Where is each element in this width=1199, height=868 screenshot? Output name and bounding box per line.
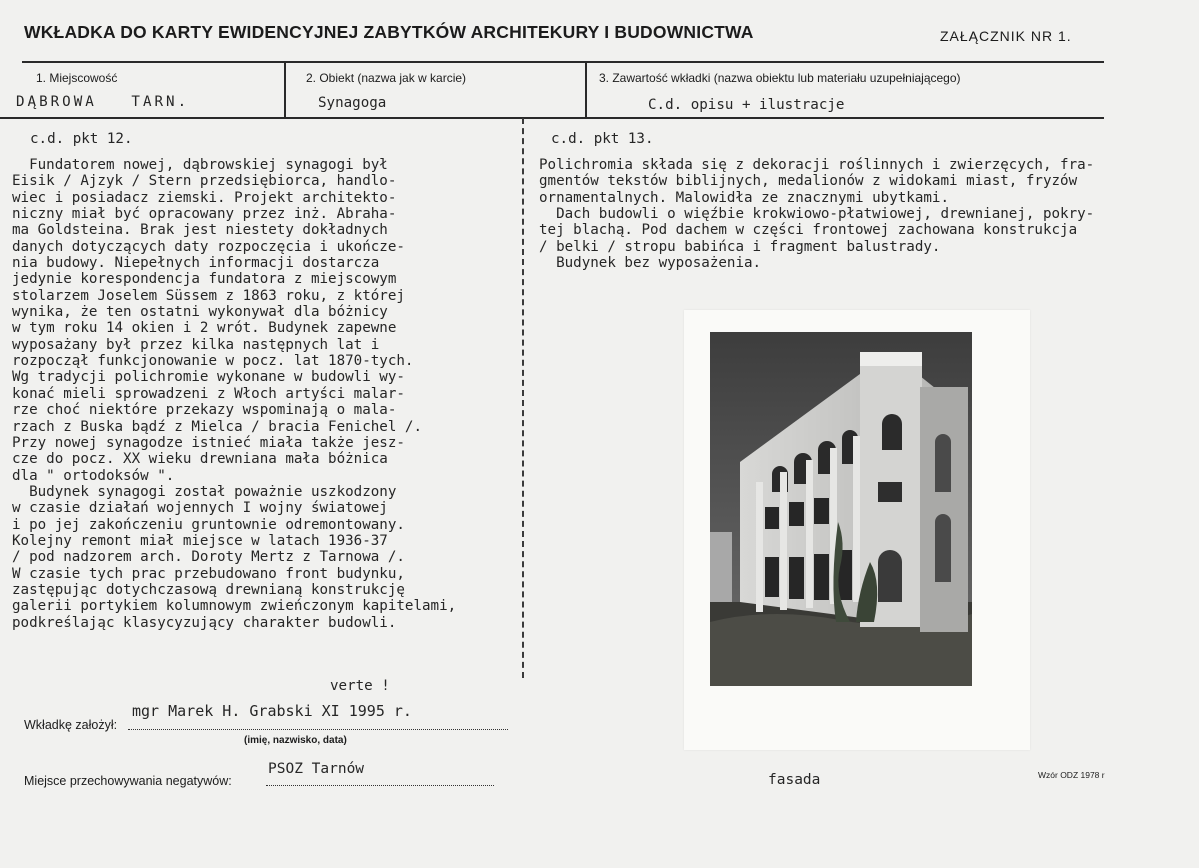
form-code: Wzór ODZ 1978 r bbox=[1038, 770, 1105, 780]
locality-value: DĄBROWA TARN. bbox=[16, 94, 190, 110]
text-line: ornamentalnych. Malowidła ze znacznymi ubytkami. bbox=[539, 189, 949, 206]
text-line: nia budowy. Niepełnych informacji dostarcza bbox=[12, 255, 380, 272]
text-line: Wg tradycji polichromie wykonane w budowli wy- bbox=[12, 369, 405, 386]
field-divider-2 bbox=[585, 61, 587, 118]
author-label: Wkładkę założył: bbox=[24, 718, 118, 732]
text-line: stolarzem Joselem Süssem z 1863 roku, z której bbox=[12, 287, 405, 304]
text-line: Budynek synagogi został poważnie uszkodzony bbox=[12, 483, 397, 500]
author-hint: (imię, nazwisko, data) bbox=[244, 735, 347, 746]
text-line: zastępując dotychczasową drewnianą konstrukcję bbox=[12, 581, 405, 598]
text-line: konać mieli sprowadzeni z Włoch artyści malar- bbox=[12, 385, 405, 402]
text-line: Eisik / Ajzyk / Stern przedsiębiorca, handlo- bbox=[12, 173, 397, 190]
text-line: gmentów tekstów biblijnych, medalionów z widokami miast, fryzów bbox=[539, 173, 1078, 190]
text-line: niczny miał być opracowany przez inż. Abraha- bbox=[12, 206, 397, 223]
storage-value: PSOZ Tarnów bbox=[268, 761, 365, 777]
photo-caption: fasada bbox=[768, 772, 821, 788]
annex-label: ZAŁĄCZNIK NR 1. bbox=[940, 28, 1072, 44]
author-value: mgr Marek H. Grabski XI 1995 r. bbox=[132, 702, 412, 720]
author-line bbox=[128, 729, 508, 730]
object-label: 2. Obiekt (nazwa jak w karcie) bbox=[306, 71, 467, 85]
text-line: danych dotyczących daty rozpoczęcia i ukończe- bbox=[12, 238, 405, 255]
right-body-text bbox=[539, 157, 1189, 271]
text-line: rze choć niektóre przekazy wspominają o mala- bbox=[12, 402, 397, 419]
text-line: Polichromia składa się z dekoracji roślinnych i zwierzęcych, fra- bbox=[539, 157, 1095, 173]
header-top-rule bbox=[22, 61, 1104, 63]
storage-label: Miejsce przechowywania negatywów: bbox=[24, 774, 232, 788]
form-title: WKŁADKA DO KARTY EWIDENCYJNEJ ZABYTKÓW ARCHITEKURY I BUDOWNICTWA bbox=[24, 22, 754, 42]
text-line: W czasie tych prac przebudowano front budynku, bbox=[12, 565, 405, 582]
text-line: w czasie działań wojennych I wojny światowej bbox=[12, 500, 388, 517]
text-line: tej blachą. Pod dachem w części frontowej zachowana konstrukcja bbox=[539, 222, 1078, 239]
text-line: i po jej zakończeniu gruntownie odremontowany. bbox=[12, 516, 405, 533]
text-line: galerii portykiem kolumnowym zwieńczonym kapitelami, bbox=[12, 598, 457, 615]
content-label: 3. Zawartość wkładki (nazwa obiektu lub materiału uzupełniającego) bbox=[599, 71, 961, 85]
text-line: jedynie korespondencja fundatora z miejscowym bbox=[12, 271, 397, 288]
text-line: rzach z Buska bądź z Mielca / bracia Fenichel /. bbox=[12, 418, 422, 435]
text-line: / belki / stropu babińca i fragment balustrady. bbox=[539, 238, 941, 255]
text-line: w tym roku 14 okien i 2 wrót. Budynek zapewne bbox=[12, 320, 397, 337]
verte-note: verte ! bbox=[330, 678, 390, 694]
text-line: Dach budowli o więźbie krokwiowo-płatwiowej, drewnianej, pokry- bbox=[539, 206, 1095, 223]
content-value: C.d. opisu + ilustracje bbox=[648, 97, 845, 113]
text-line: wiec i posiadacz ziemski. Projekt architekto- bbox=[12, 189, 397, 206]
storage-line bbox=[266, 785, 494, 786]
text-line: / pod nadzorem arch. Doroty Mertz z Tarnowa /. bbox=[12, 549, 405, 566]
right-heading: c.d. pkt 13. bbox=[551, 131, 654, 147]
synagogue-facade-photo bbox=[710, 332, 972, 686]
text-line: wynika, że ten ostatni wykonywał dla bóżnicy bbox=[12, 304, 388, 321]
text-line: Kolejny remont miał miejsce w latach 1936-37 bbox=[12, 532, 388, 549]
text-line: Przy nowej synagodze istnieć miała także jesz- bbox=[12, 434, 405, 451]
left-body-text bbox=[12, 157, 527, 631]
text-line: rozpoczął funkcjonowanie w pocz. lat 1870-tych. bbox=[12, 353, 414, 370]
header-bottom-rule bbox=[0, 117, 1104, 119]
text-line: cze do pocz. XX wieku drewniana mała bóżnica bbox=[12, 451, 388, 468]
field-divider-1 bbox=[284, 61, 286, 118]
left-heading: c.d. pkt 12. bbox=[30, 131, 133, 147]
text-line: ma Goldsteina. Brak jest niestety dokładnych bbox=[12, 222, 388, 239]
text-line: podkreślając klasycyzujący charakter budowli. bbox=[12, 614, 397, 631]
locality-label: 1. Miejscowość bbox=[36, 71, 118, 85]
text-line: wyposażany był przez kilka następnych lat i bbox=[12, 336, 380, 353]
text-line: Budynek bez wyposażenia. bbox=[539, 255, 762, 272]
text-line: dla " ortodoksów ". bbox=[12, 467, 175, 484]
object-value: Synagoga bbox=[318, 95, 387, 111]
text-line: Fundatorem nowej, dąbrowskiej synagogi był bbox=[12, 157, 388, 173]
